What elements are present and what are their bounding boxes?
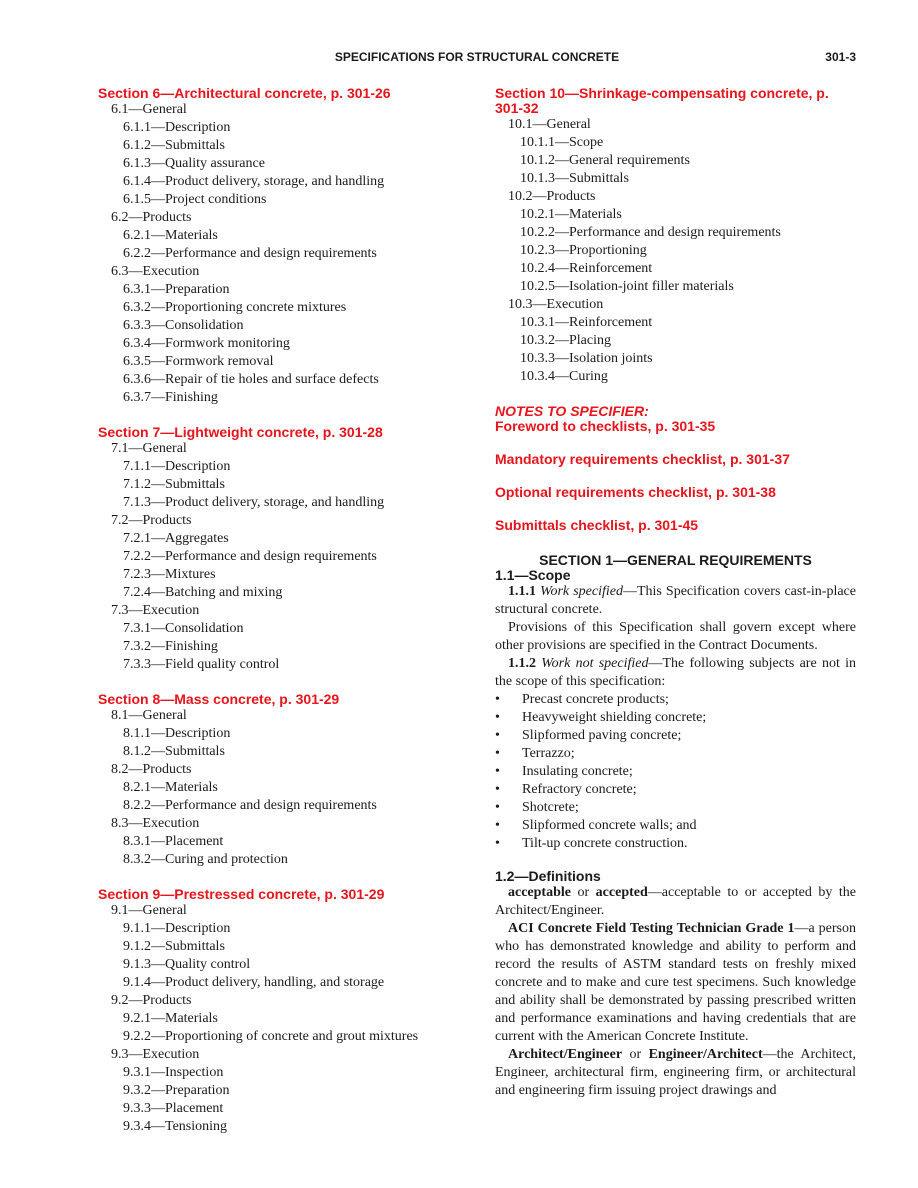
list-item: • Precast concrete products; <box>495 692 669 707</box>
paragraph-1-1-1 <box>495 583 856 619</box>
toc-item: 6.3—Execution <box>111 264 200 279</box>
paragraph-1-1-2 <box>495 655 856 691</box>
toc-item: 9.3—Execution <box>111 1047 200 1062</box>
bullet-icon: • <box>495 800 500 815</box>
clause-number: 1.1.2 <box>508 656 536 671</box>
toc-item: 7.2.2—Performance and design requirements <box>123 549 377 564</box>
list-item: • Terrazzo; <box>495 746 575 761</box>
bullet-icon: • <box>495 782 500 797</box>
toc-item: 9.3.3—Placement <box>123 1101 224 1116</box>
bullet-icon: • <box>495 836 500 851</box>
toc-item: 6.1—General <box>111 102 187 117</box>
toc-item: 6.2.1—Materials <box>123 228 218 243</box>
toc-item: 10.2—Products <box>508 189 596 204</box>
section-7-toc <box>98 440 448 674</box>
toc-item: 6.1.1—Description <box>123 120 231 135</box>
toc-item: 8.3.2—Curing and protection <box>123 852 288 867</box>
toc-item: 7.2.3—Mixtures <box>123 567 216 582</box>
toc-item: 7.1.1—Description <box>123 459 231 474</box>
bullet-icon: • <box>495 818 500 833</box>
toc-item: 7.3—Execution <box>111 603 200 618</box>
toc-item: 9.3.2—Preparation <box>123 1083 230 1098</box>
toc-item: 9.3.4—Tensioning <box>123 1119 228 1134</box>
clause-text: —This Specification covers cast-in-place structural concrete. <box>495 584 856 617</box>
notes-to-specifier-label: NOTES TO SPECIFIER: <box>495 403 649 419</box>
section-8-heading: Section 8—Mass concrete, p. 301-29 <box>98 691 340 707</box>
toc-item: 10.2.1—Materials <box>520 207 622 222</box>
toc-item: 6.1.4—Product delivery, storage, and handling <box>123 174 385 189</box>
bullet-icon: • <box>495 764 500 779</box>
bullet-icon: • <box>495 728 500 743</box>
bullet-icon: • <box>495 692 500 707</box>
right-column <box>495 86 856 1100</box>
toc-item: 7.2—Products <box>111 513 192 528</box>
running-header <box>98 50 856 66</box>
exclusion-list <box>495 691 856 853</box>
toc-item: 6.3.3—Consolidation <box>123 318 244 333</box>
toc-item: 7.3.2—Finishing <box>123 639 218 654</box>
toc-item: 6.1.5—Project conditions <box>123 192 267 207</box>
toc-item: 6.3.2—Proportioning concrete mixtures <box>123 300 347 315</box>
toc-item: 7.1.2—Submittals <box>123 477 225 492</box>
toc-item: 6.1.2—Submittals <box>123 138 225 153</box>
list-item: • Slipformed concrete walls; and <box>495 818 697 833</box>
toc-item: 7.3.3—Field quality control <box>123 657 280 672</box>
toc-item: 10.2.2—Performance and design requirements <box>520 225 781 240</box>
toc-item: 8.2—Products <box>111 762 192 777</box>
toc-item: 6.2—Products <box>111 210 192 225</box>
toc-item: 10.1.1—Scope <box>520 135 604 150</box>
toc-item: 7.2.1—Aggregates <box>123 531 229 546</box>
section-6-toc <box>98 101 448 407</box>
toc-item: 7.3.1—Consolidation <box>123 621 244 636</box>
definition-architect-engineer: Architect/Engineer or Engineer/Architect—the Architect, Engineer, architectural firm, engineering firm, or architectural and engineering firm issuing project drawings and <box>495 1047 856 1098</box>
toc-item: 10.3.2—Placing <box>520 333 611 348</box>
toc-item: 9.1—General <box>111 903 187 918</box>
list-item: • Insulating concrete; <box>495 764 633 779</box>
clause-term: Work not specified <box>541 656 649 671</box>
toc-item: 10.3—Execution <box>508 297 604 312</box>
toc-item: 10.1.2—General requirements <box>520 153 690 168</box>
toc-item: 9.1.4—Product delivery, handling, and storage <box>123 975 385 990</box>
section-10-toc <box>495 116 856 386</box>
toc-item: 9.2.2—Proportioning of concrete and grout mixtures <box>123 1029 419 1044</box>
toc-item: 8.2.1—Materials <box>123 780 218 795</box>
left-column <box>98 86 448 1136</box>
toc-item: 10.1.3—Submittals <box>520 171 629 186</box>
list-item: • Heavyweight shielding concrete; <box>495 710 707 725</box>
section-8-toc <box>98 707 448 869</box>
toc-item: 10.2.4—Reinforcement <box>520 261 653 276</box>
toc-item: 9.1.1—Description <box>123 921 231 936</box>
optional-checklist-heading: Optional requirements checklist, p. 301-38 <box>495 484 776 500</box>
toc-item: 7.2.4—Batching and mixing <box>123 585 283 600</box>
foreword-heading: Foreword to checklists, p. 301-35 <box>495 418 716 434</box>
scope-heading: 1.1—Scope <box>495 567 571 583</box>
toc-item: 10.3.3—Isolation joints <box>520 351 653 366</box>
toc-item: 10.1—General <box>508 117 591 132</box>
toc-item: 8.1—General <box>111 708 187 723</box>
page-number: 301-3 <box>825 50 856 64</box>
list-item: • Refractory concrete; <box>495 782 637 797</box>
section-7-heading: Section 7—Lightweight concrete, p. 301-28 <box>98 424 383 440</box>
toc-item: 7.1.3—Product delivery, storage, and handling <box>123 495 385 510</box>
clause-text: —The following subjects are not in the scope of this specification: <box>495 656 856 689</box>
toc-item: 8.3.1—Placement <box>123 834 224 849</box>
toc-item: 6.1.3—Quality assurance <box>123 156 265 171</box>
bullet-icon: • <box>495 710 500 725</box>
toc-item: 8.3—Execution <box>111 816 200 831</box>
toc-item: 6.3.6—Repair of tie holes and surface defects <box>123 372 379 387</box>
paragraph-provisions: Provisions of this Specification shall govern except where other provisions are specified in the Contract Documents. <box>495 620 856 653</box>
toc-item: 10.2.3—Proportioning <box>520 243 647 258</box>
toc-item: 9.1.2—Submittals <box>123 939 225 954</box>
toc-item: 7.1—General <box>111 441 187 456</box>
toc-item: 6.3.5—Formwork removal <box>123 354 274 369</box>
section-9-toc <box>98 902 448 1136</box>
list-item: • Slipformed paving concrete; <box>495 728 682 743</box>
clause-term: Work specified <box>540 584 623 599</box>
section-9-heading: Section 9—Prestressed concrete, p. 301-29 <box>98 886 385 902</box>
toc-item: 8.1.1—Description <box>123 726 231 741</box>
mandatory-checklist-heading: Mandatory requirements checklist, p. 301-37 <box>495 451 790 467</box>
toc-item: 6.3.1—Preparation <box>123 282 230 297</box>
toc-item: 6.2.2—Performance and design requirements <box>123 246 377 261</box>
definition-acceptable: acceptable or accepted—acceptable to or accepted by the Architect/Engineer. <box>495 885 856 918</box>
list-item: • Shotcrete; <box>495 800 579 815</box>
section-6-heading: Section 6—Architectural concrete, p. 301-26 <box>98 85 391 101</box>
toc-item: 9.2—Products <box>111 993 192 1008</box>
toc-item: 8.1.2—Submittals <box>123 744 225 759</box>
bullet-icon: • <box>495 746 500 761</box>
toc-item: 8.2.2—Performance and design requirements <box>123 798 377 813</box>
toc-item: 6.3.4—Formwork monitoring <box>123 336 290 351</box>
section-10-heading: Section 10—Shrinkage-compensating concrete, p. 301-32 <box>495 85 829 116</box>
toc-item: 10.3.4—Curing <box>520 369 608 384</box>
definitions-heading: 1.2—Definitions <box>495 868 601 884</box>
clause-number: 1.1.1 <box>508 584 536 599</box>
toc-item: 9.1.3—Quality control <box>123 957 251 972</box>
toc-item: 9.2.1—Materials <box>123 1011 218 1026</box>
submittals-checklist-heading: Submittals checklist, p. 301-45 <box>495 517 699 533</box>
running-title: SPECIFICATIONS FOR STRUCTURAL CONCRETE <box>334 50 620 64</box>
toc-item: 10.3.1—Reinforcement <box>520 315 653 330</box>
section-1-title: SECTION 1—GENERAL REQUIREMENTS <box>539 552 812 568</box>
toc-item: 9.3.1—Inspection <box>123 1065 224 1080</box>
definition-aci-technician: ACI Concrete Field Testing Technician Grade 1—a person who has demonstrated knowledge and ability to perform and record the results of ASTM standard tests on freshly mixed concrete and to make and cure test specimens. Such knowledge and ability shall be demonstrated by passing prescribed written and performance examinations and having credentials that are current with the American Concrete Institute. <box>495 921 856 1044</box>
toc-item: 6.3.7—Finishing <box>123 390 218 405</box>
toc-item: 10.2.5—Isolation-joint filler materials <box>520 279 734 294</box>
list-item: • Tilt-up concrete construction. <box>495 836 688 851</box>
